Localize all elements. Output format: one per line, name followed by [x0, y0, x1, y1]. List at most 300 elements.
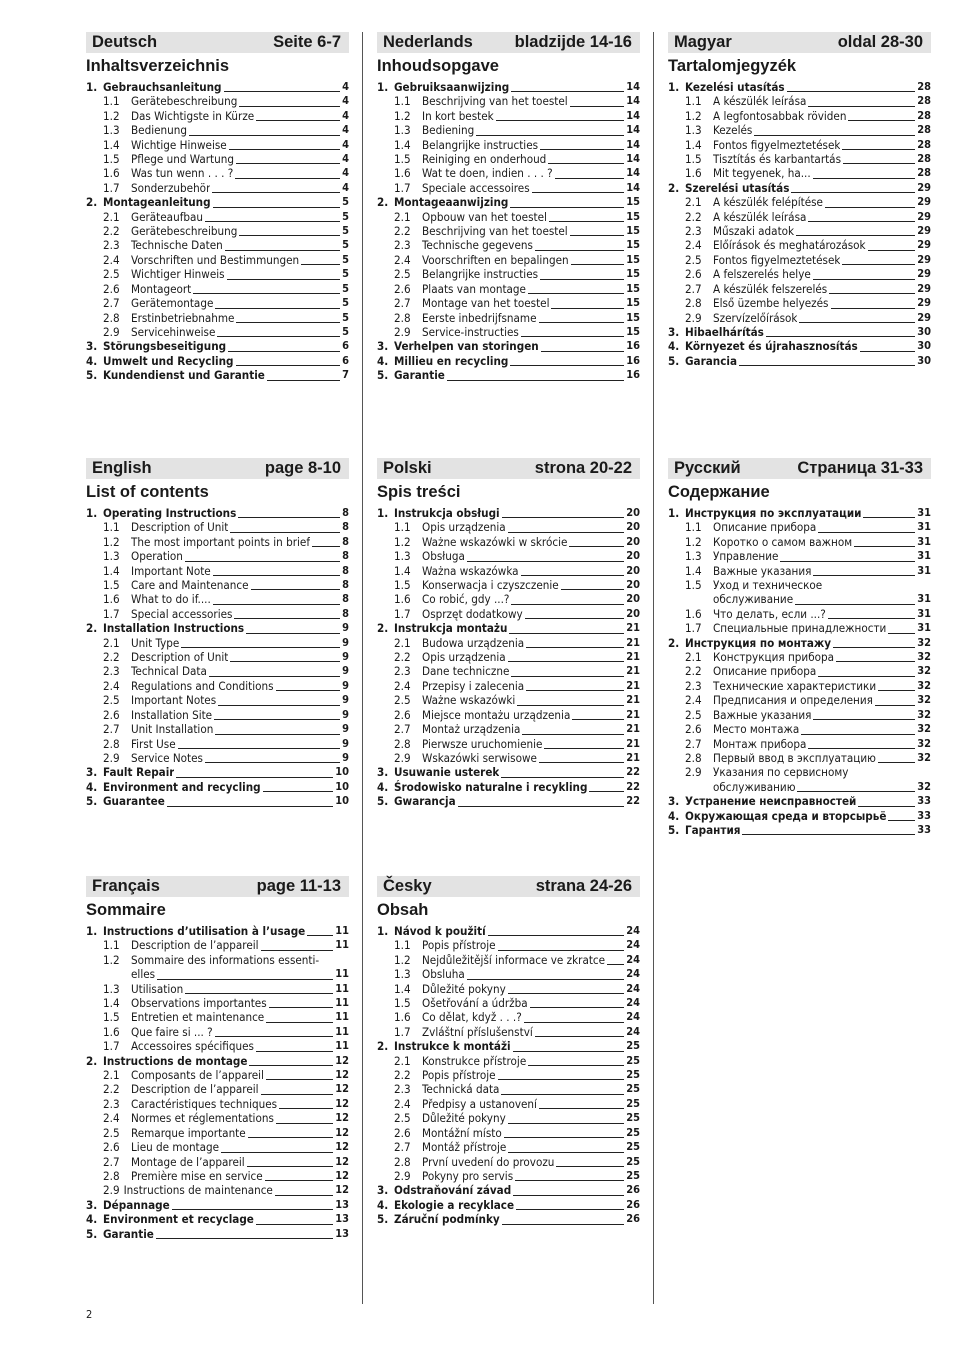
toc-entry[interactable] [668, 535, 931, 549]
toc-entry-number: 2. [668, 635, 680, 650]
toc-entry[interactable] [377, 253, 640, 267]
section-header [86, 458, 349, 479]
toc-entry-number: 5. [668, 353, 680, 368]
toc-entry-label: Dane techniczne [422, 664, 510, 679]
toc-entry-page: 32 [917, 650, 931, 664]
toc-entry[interactable] [86, 152, 349, 166]
toc-entry-label: Technical Data [131, 664, 207, 679]
toc-entry-number: 2.4 [103, 678, 120, 693]
toc-entry-number: 4. [86, 1212, 98, 1227]
leader-line [510, 207, 624, 208]
toc-entry[interactable] [86, 506, 349, 520]
toc-entry-page: 31 [917, 520, 931, 534]
toc-entry[interactable] [86, 339, 349, 353]
toc-entry[interactable] [377, 535, 640, 549]
leader-line [212, 192, 340, 193]
toc-entry[interactable] [377, 282, 640, 296]
toc-entry[interactable] [86, 1111, 349, 1125]
leader-line [205, 762, 340, 763]
toc-entry[interactable] [86, 1025, 349, 1039]
toc-entry[interactable] [668, 578, 931, 592]
toc-entry-page: 4 [342, 152, 349, 166]
toc-entry[interactable] [668, 549, 931, 563]
toc-entry[interactable] [377, 664, 640, 678]
toc-entry-number: 1.6 [103, 166, 120, 181]
toc-entry[interactable] [377, 607, 640, 621]
leader-line [524, 1022, 624, 1023]
leader-line [511, 91, 624, 92]
toc-entry[interactable] [86, 1068, 349, 1082]
toc-entry[interactable] [86, 520, 349, 534]
section-title: Содержание [668, 483, 770, 501]
toc-entry[interactable] [377, 650, 640, 664]
leader-line [496, 120, 625, 121]
toc-entry[interactable] [86, 535, 349, 549]
toc-entry-label: Инструкция по монтажу [685, 635, 832, 650]
toc-entry-label: A készülék leírása [713, 94, 807, 109]
leader-line [447, 380, 624, 381]
toc-entry[interactable] [377, 210, 640, 224]
toc-entry[interactable] [86, 267, 349, 281]
toc-entry[interactable] [86, 621, 349, 635]
leader-line [842, 264, 915, 265]
toc-entry-label: Előírások és meghatározások [713, 238, 866, 253]
toc-entry-page: 11 [335, 996, 349, 1010]
toc-entry[interactable] [668, 94, 931, 108]
toc-entry-page: 32 [917, 635, 931, 649]
leader-line [854, 546, 915, 547]
toc-entry-page: 29 [917, 281, 931, 295]
toc-entry[interactable] [668, 253, 931, 267]
toc-entry-label: Caractéristiques techniques [131, 1096, 278, 1111]
toc-entry-number: 2.2 [394, 650, 411, 665]
toc-entry[interactable] [86, 238, 349, 252]
toc-entry-label: Szervízelőírások [713, 310, 798, 325]
leader-line [739, 365, 915, 366]
toc-entry[interactable] [668, 181, 931, 195]
toc-entry-label: Ważna wskazówka [422, 563, 519, 578]
toc-entry[interactable] [377, 938, 640, 952]
toc-entry-label: Instrukcja obsługi [394, 506, 500, 520]
toc-entry[interactable] [86, 1039, 349, 1053]
toc-entry[interactable] [668, 506, 931, 520]
toc-entry[interactable] [86, 224, 349, 238]
toc-entry-label: Guarantee [103, 794, 165, 809]
leader-line [540, 149, 624, 150]
toc-entry-page: 20 [626, 549, 640, 563]
toc-entry-number: 2. [377, 621, 389, 636]
toc-entry[interactable] [377, 123, 640, 137]
toc-entry[interactable] [86, 325, 349, 339]
toc-entry-page: 5 [342, 209, 349, 223]
toc-entry[interactable] [86, 138, 349, 152]
toc-entry[interactable] [86, 722, 349, 736]
toc-entry-page: 8 [342, 592, 349, 606]
toc-entry-page: 12 [335, 1125, 349, 1139]
toc-entry[interactable] [668, 123, 931, 137]
toc-entry[interactable] [668, 224, 931, 238]
toc-entry[interactable] [377, 224, 640, 238]
toc-entry[interactable] [86, 679, 349, 693]
toc-entry[interactable] [668, 751, 931, 765]
toc-entry[interactable] [86, 80, 349, 94]
toc-entry-label: Гарантия [685, 822, 741, 837]
toc-entry[interactable] [668, 722, 931, 736]
toc-entry-number: 2.6 [103, 281, 120, 296]
toc-entry-page: 15 [626, 195, 640, 209]
toc-entry[interactable] [86, 737, 349, 751]
leader-line [797, 791, 915, 792]
toc-entry[interactable] [377, 138, 640, 152]
toc-entry[interactable] [377, 354, 640, 368]
toc-entry[interactable] [86, 996, 349, 1010]
toc-entry-page: 31 [917, 549, 931, 563]
toc-entry[interactable] [86, 1054, 349, 1068]
toc-entry-number: 1.2 [685, 108, 702, 123]
toc-entry[interactable] [86, 1126, 349, 1140]
toc-entry[interactable] [668, 693, 931, 707]
toc-entry[interactable] [377, 996, 640, 1010]
toc-entry-number: 1. [86, 80, 98, 94]
toc-entry[interactable] [86, 592, 349, 606]
leader-line [236, 365, 341, 366]
toc-entry[interactable] [86, 123, 349, 137]
toc-entry[interactable] [86, 181, 349, 195]
toc-entry[interactable] [377, 1155, 640, 1169]
toc-entry-page: 15 [626, 310, 640, 324]
toc-entry[interactable] [86, 1227, 349, 1241]
toc-entry-label: Gerätemontage [131, 296, 214, 311]
toc-entry[interactable] [377, 924, 640, 938]
toc-entry[interactable] [668, 195, 931, 209]
toc-entry[interactable] [668, 267, 931, 281]
toc-entry-label: Wskazówki serwisowe [422, 750, 537, 765]
toc-entry[interactable] [668, 354, 931, 368]
leader-line [526, 647, 624, 648]
toc-entry-number: 1. [668, 80, 680, 94]
toc-entry[interactable] [668, 520, 931, 534]
toc-entry[interactable] [377, 1082, 640, 1096]
leader-line [276, 690, 341, 691]
toc-entry-page: 15 [626, 296, 640, 310]
toc-entry[interactable] [668, 152, 931, 166]
toc-entry-number: 2.7 [394, 722, 411, 737]
toc-entry[interactable] [668, 325, 931, 339]
toc-entry-number: 1.1 [103, 938, 120, 953]
toc-entry[interactable] [377, 1010, 640, 1024]
toc-entry[interactable] [86, 938, 349, 952]
toc-entry[interactable] [377, 325, 640, 339]
toc-entry[interactable] [86, 1183, 349, 1197]
toc-entry-label: Bediening [422, 123, 475, 138]
toc-entry[interactable] [86, 1140, 349, 1154]
toc-entry[interactable] [377, 794, 640, 808]
toc-entry[interactable] [377, 339, 640, 353]
toc-entry[interactable] [377, 1039, 640, 1053]
leader-line [878, 690, 915, 691]
leader-line [825, 207, 915, 208]
toc-entry-number: 5. [377, 368, 389, 383]
toc-entry[interactable] [668, 564, 931, 578]
toc-entry[interactable] [377, 181, 640, 195]
toc-entry-number: 1. [668, 506, 680, 520]
leader-line [215, 1036, 334, 1037]
toc-entry[interactable] [86, 166, 349, 180]
toc-entry-page: 33 [917, 794, 931, 808]
toc-entry[interactable] [377, 368, 640, 382]
toc-entry-label: Что делать, если ...? [713, 606, 826, 621]
toc-entry[interactable] [668, 809, 931, 823]
toc-entry[interactable] [377, 1097, 640, 1111]
toc-entry[interactable] [86, 368, 349, 382]
toc-entry-page: 9 [342, 664, 349, 678]
toc-entry-page: 20 [626, 578, 640, 592]
toc-entry[interactable] [86, 109, 349, 123]
toc-entry[interactable] [377, 296, 640, 310]
toc-entry[interactable] [668, 607, 931, 621]
column-divider-right [653, 32, 654, 1304]
toc-entry-number: 2.7 [685, 281, 702, 296]
toc-entry[interactable] [377, 564, 640, 578]
toc-entry[interactable] [86, 1082, 349, 1096]
toc-entry-number: 1.2 [103, 952, 120, 967]
toc-entry[interactable] [377, 765, 640, 779]
toc-entry[interactable] [668, 636, 931, 650]
leader-line [516, 1209, 624, 1210]
toc-entry[interactable] [377, 953, 640, 967]
toc-entry-label: Störungsbeseitigung [103, 339, 227, 354]
toc-entry[interactable] [377, 621, 640, 635]
toc-entry[interactable] [377, 578, 640, 592]
toc-entry-page: 4 [342, 123, 349, 137]
toc-entry[interactable] [668, 138, 931, 152]
toc-entry[interactable] [86, 751, 349, 765]
toc-entry[interactable] [86, 578, 349, 592]
leader-line [225, 250, 340, 251]
leader-line [828, 618, 915, 619]
leader-line [551, 308, 624, 309]
toc-entry-label: Környezet és újrahasznosítás [685, 339, 858, 354]
toc-entry[interactable] [86, 1198, 349, 1212]
toc-entry[interactable] [377, 506, 640, 520]
toc-entry-number: 4. [86, 779, 98, 794]
toc-entry-label: Plaats van montage [422, 281, 526, 296]
toc-entry[interactable] [86, 636, 349, 650]
toc-entry-page: 25 [626, 1140, 640, 1154]
toc-entry[interactable] [377, 1140, 640, 1154]
toc-entry-number: 2.5 [394, 1111, 411, 1126]
toc-entry[interactable] [377, 708, 640, 722]
toc-entry[interactable] [377, 520, 640, 534]
toc-entry-number: 2.1 [394, 635, 411, 650]
toc-entry-page: 12 [335, 1111, 349, 1125]
toc-entry[interactable] [668, 296, 931, 310]
toc-entry-number: 1. [86, 506, 98, 520]
toc-entry-number: 2.4 [394, 678, 411, 693]
toc-entry[interactable] [86, 780, 349, 794]
toc-entry[interactable] [377, 267, 640, 281]
toc-entry[interactable] [668, 737, 931, 751]
toc-entry[interactable] [377, 636, 640, 650]
toc-entry[interactable] [668, 238, 931, 252]
toc-entry-page: 4 [342, 108, 349, 122]
toc-entry[interactable] [377, 592, 640, 606]
toc-entry-page: 31 [917, 506, 931, 519]
toc-entry[interactable] [377, 737, 640, 751]
toc-entry[interactable] [377, 94, 640, 108]
toc-entry[interactable] [86, 664, 349, 678]
toc-entry-continued[interactable] [86, 967, 349, 981]
toc-entry[interactable] [377, 751, 640, 765]
toc-entry[interactable] [377, 693, 640, 707]
toc-entry[interactable] [377, 1054, 640, 1068]
toc-entry[interactable] [86, 1169, 349, 1183]
toc-entry[interactable] [86, 1212, 349, 1226]
toc-entry[interactable] [377, 1198, 640, 1212]
toc-entry[interactable] [668, 664, 931, 678]
toc-entry-number: 5. [668, 822, 680, 837]
toc-entry[interactable] [86, 311, 349, 325]
toc-entry[interactable] [86, 982, 349, 996]
toc-entry-page: 32 [917, 693, 931, 707]
toc-entry[interactable] [377, 722, 640, 736]
leader-line [214, 719, 340, 720]
toc-entry-number: 2.2 [103, 1082, 120, 1097]
toc-entry[interactable] [86, 708, 349, 722]
leader-line [813, 575, 915, 576]
toc-entry[interactable] [86, 650, 349, 664]
toc-entry[interactable] [377, 195, 640, 209]
toc-entry-label: A felszerelés helye [713, 267, 811, 282]
toc-entry[interactable] [86, 953, 349, 967]
toc-entry[interactable] [377, 967, 640, 981]
toc-entry[interactable] [668, 621, 931, 635]
toc-entry-page: 13 [335, 1212, 349, 1226]
toc-entry-page: 13 [335, 1226, 349, 1240]
toc-entry[interactable] [668, 80, 931, 94]
toc-entry-page: 11 [335, 924, 349, 937]
toc-entry-label: First Use [131, 736, 176, 751]
toc-entry[interactable] [377, 1025, 640, 1039]
toc-entry[interactable] [377, 80, 640, 94]
leader-line [267, 380, 340, 381]
toc-entry[interactable] [377, 1068, 640, 1082]
toc-entry[interactable] [377, 982, 640, 996]
toc-entry[interactable] [668, 210, 931, 224]
toc-entry[interactable] [377, 166, 640, 180]
toc-entry[interactable] [668, 765, 931, 779]
leader-line [556, 1166, 624, 1167]
toc-entry[interactable] [377, 549, 640, 563]
toc-entry-number: 2.4 [685, 238, 702, 253]
toc-entry[interactable] [668, 311, 931, 325]
toc-entry[interactable] [86, 549, 349, 563]
toc-entry-number: 1.7 [394, 1024, 411, 1039]
toc-entry[interactable] [377, 152, 640, 166]
leader-line [248, 1137, 334, 1138]
toc-entry[interactable] [377, 311, 640, 325]
toc-entry[interactable] [86, 195, 349, 209]
toc-entry-number: 1.7 [103, 1039, 120, 1054]
toc-entry[interactable] [86, 210, 349, 224]
toc-entry-page: 20 [626, 606, 640, 620]
section-language: Nederlands [383, 33, 473, 51]
toc-entry-page: 21 [626, 678, 640, 692]
toc-entry[interactable] [668, 282, 931, 296]
toc-entry-label: Speciale accessoires [422, 180, 530, 195]
toc-entry[interactable] [377, 1169, 640, 1183]
toc-entry[interactable] [377, 1126, 640, 1140]
toc-entry-number: 1.7 [394, 606, 411, 621]
toc-entry[interactable] [86, 794, 349, 808]
toc-entry[interactable] [377, 238, 640, 252]
toc-entry-page: 22 [626, 765, 640, 779]
toc-entry[interactable] [377, 1183, 640, 1197]
section-header [86, 32, 349, 53]
toc-entry[interactable] [377, 679, 640, 693]
toc-entry[interactable] [377, 109, 640, 123]
toc-entry[interactable] [377, 1111, 640, 1125]
toc-entry-label: Устранение неисправностей [685, 794, 857, 809]
toc-entry-page: 4 [342, 137, 349, 151]
toc-list [377, 80, 640, 383]
toc-entry[interactable] [86, 1155, 349, 1169]
toc-entry[interactable] [668, 708, 931, 722]
toc-section-magyar [668, 32, 931, 368]
toc-entry-label: Управление [713, 549, 779, 564]
toc-entry[interactable] [86, 765, 349, 779]
toc-entry[interactable] [86, 1097, 349, 1111]
toc-entry-label: Описание прибора [713, 520, 817, 535]
leader-line [275, 1195, 333, 1196]
toc-entry-page: 25 [626, 1082, 640, 1096]
toc-entry[interactable] [86, 924, 349, 938]
toc-entry-page: 9 [342, 693, 349, 707]
toc-entry-continued[interactable] [668, 592, 931, 606]
toc-entry[interactable] [668, 823, 931, 837]
toc-entry[interactable] [86, 564, 349, 578]
toc-entry[interactable] [668, 166, 931, 180]
toc-entry-page: 20 [626, 563, 640, 577]
toc-entry-label: Montageanleitung [103, 195, 211, 210]
leader-line [230, 661, 340, 662]
toc-entry[interactable] [86, 253, 349, 267]
toc-entry-page: 8 [342, 520, 349, 534]
toc-entry-page: 12 [335, 1096, 349, 1110]
toc-entry[interactable] [86, 296, 349, 310]
toc-entry[interactable] [86, 94, 349, 108]
toc-entry[interactable] [668, 339, 931, 353]
toc-entry-label: Normes et réglementations [131, 1111, 274, 1126]
toc-entry[interactable] [668, 650, 931, 664]
toc-entry[interactable] [86, 607, 349, 621]
toc-entry-number: 2.1 [685, 650, 702, 665]
leader-line [888, 820, 915, 821]
toc-entry[interactable] [377, 780, 640, 794]
toc-entry[interactable] [377, 1212, 640, 1226]
leader-line [239, 106, 340, 107]
toc-entry[interactable] [86, 354, 349, 368]
toc-entry[interactable] [86, 1010, 349, 1024]
toc-entry-number: 1. [377, 924, 389, 938]
toc-entry-number: 1.3 [685, 123, 702, 138]
toc-entry[interactable] [668, 109, 931, 123]
toc-entry[interactable] [86, 693, 349, 707]
toc-entry[interactable] [668, 679, 931, 693]
toc-entry[interactable] [668, 794, 931, 808]
toc-entry-continued[interactable] [668, 780, 931, 794]
toc-entry[interactable] [86, 282, 349, 296]
